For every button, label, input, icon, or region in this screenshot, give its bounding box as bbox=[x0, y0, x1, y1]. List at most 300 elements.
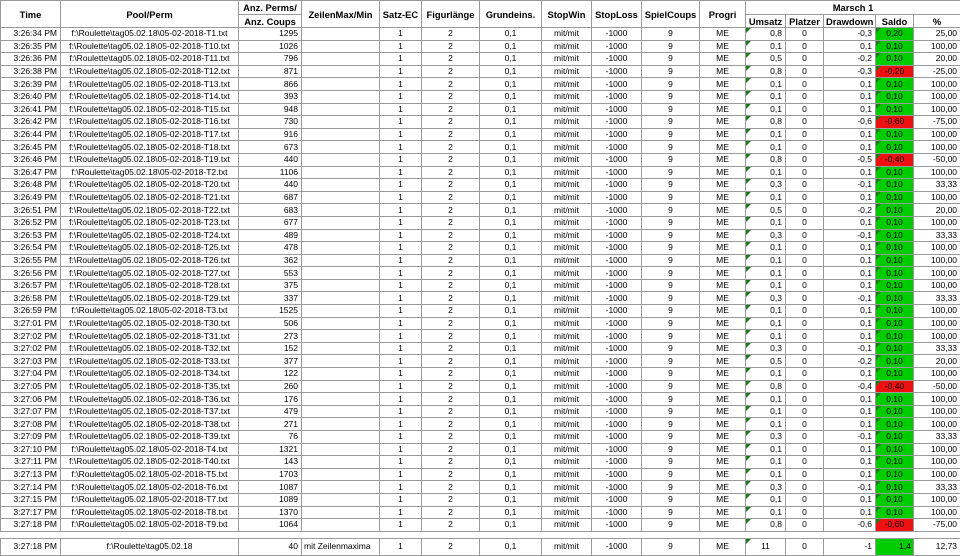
cell-saldo[interactable]: 0,10 bbox=[876, 506, 914, 519]
cell-zeilen[interactable] bbox=[302, 405, 380, 418]
cell-pool-perm[interactable]: f:\Roulette\tag05.02.18\05-02-2018-T33.txt bbox=[61, 355, 239, 368]
cell-umsatz[interactable]: 0,1 bbox=[746, 90, 786, 103]
header-percent[interactable]: % bbox=[914, 15, 960, 28]
cell-zeilen[interactable] bbox=[302, 431, 380, 444]
cell-zeilen[interactable] bbox=[302, 481, 380, 494]
cell-time[interactable]: 3:26:54 PM bbox=[1, 242, 61, 255]
cell-saldo[interactable]: 0,10 bbox=[876, 103, 914, 116]
cell-figurlaenge[interactable]: 2 bbox=[422, 28, 480, 41]
cell-drawdown[interactable]: -0,1 bbox=[824, 481, 876, 494]
cell-umsatz[interactable]: 0,8 bbox=[746, 519, 786, 532]
cell-saldo[interactable]: 0,10 bbox=[876, 330, 914, 343]
cell-saldo[interactable]: 0,10 bbox=[876, 431, 914, 444]
cell-stopwin[interactable]: mit/mit bbox=[542, 330, 592, 343]
cell-saldo[interactable]: 0,10 bbox=[876, 393, 914, 406]
cell-stoploss[interactable]: -1000 bbox=[592, 418, 642, 431]
cell-satz-ec[interactable]: 1 bbox=[380, 28, 422, 41]
cell-platzer[interactable]: 0 bbox=[786, 216, 824, 229]
cell-umsatz[interactable]: 0,1 bbox=[746, 40, 786, 53]
cell-platzer[interactable]: 0 bbox=[786, 443, 824, 456]
header-grundeinsatz[interactable]: Grundeins. bbox=[480, 1, 542, 28]
cell-zeilen[interactable] bbox=[302, 418, 380, 431]
cell-grundeinsatz[interactable]: 0,1 bbox=[480, 279, 542, 292]
cell-spielcoups[interactable]: 9 bbox=[642, 418, 700, 431]
cell-time[interactable]: 3:27:17 PM bbox=[1, 506, 61, 519]
cell-progri[interactable]: ME bbox=[700, 28, 746, 41]
cell-pool-perm[interactable]: f:\Roulette\tag05.02.18\05-02-2018-T38.txt bbox=[61, 418, 239, 431]
cell-percent[interactable]: 100,00 bbox=[914, 443, 960, 456]
cell-time[interactable]: 3:26:45 PM bbox=[1, 141, 61, 154]
cell-stopwin[interactable]: mit/mit bbox=[542, 368, 592, 381]
header-saldo[interactable]: Saldo bbox=[876, 15, 914, 28]
cell-satz-ec[interactable]: 1 bbox=[380, 103, 422, 116]
cell-percent[interactable]: 100,00 bbox=[914, 456, 960, 469]
cell-satz-ec[interactable]: 1 bbox=[380, 128, 422, 141]
cell-anz-coups[interactable]: 76 bbox=[239, 431, 302, 444]
cell-umsatz[interactable]: 0,3 bbox=[746, 342, 786, 355]
cell-drawdown[interactable]: 0,1 bbox=[824, 78, 876, 91]
cell-progri[interactable]: ME bbox=[700, 90, 746, 103]
cell-anz-coups[interactable]: 489 bbox=[239, 229, 302, 242]
cell-saldo[interactable]: 0,20 bbox=[876, 28, 914, 41]
cell-spielcoups[interactable]: 9 bbox=[642, 216, 700, 229]
cell-percent[interactable]: 100,00 bbox=[914, 468, 960, 481]
cell-saldo[interactable]: 0,10 bbox=[876, 342, 914, 355]
cell-anz-coups[interactable]: 271 bbox=[239, 418, 302, 431]
cell-time[interactable]: 3:27:02 PM bbox=[1, 342, 61, 355]
cell-platzer[interactable]: 0 bbox=[786, 493, 824, 506]
cell-pool-perm[interactable]: f:\Roulette\tag05.02.18\05-02-2018-T34.txt bbox=[61, 368, 239, 381]
cell-percent[interactable]: 20,00 bbox=[914, 53, 960, 66]
cell-progri[interactable]: ME bbox=[700, 519, 746, 532]
cell-anz-coups[interactable]: 260 bbox=[239, 380, 302, 393]
cell-percent[interactable]: 100,00 bbox=[914, 128, 960, 141]
cell-spielcoups[interactable]: 9 bbox=[642, 456, 700, 469]
cell-platzer[interactable]: 0 bbox=[786, 254, 824, 267]
header-marsch-1[interactable]: Marsch 1 bbox=[746, 1, 960, 15]
cell-progri[interactable]: ME bbox=[700, 431, 746, 444]
cell-time[interactable]: 3:26:59 PM bbox=[1, 305, 61, 318]
cell-spielcoups[interactable]: 9 bbox=[642, 355, 700, 368]
cell-umsatz[interactable]: 0,1 bbox=[746, 254, 786, 267]
cell-progri[interactable]: ME bbox=[700, 405, 746, 418]
cell-pool-perm[interactable]: f:\Roulette\tag05.02.18\05-02-2018-T35.txt bbox=[61, 380, 239, 393]
cell-progri[interactable]: ME bbox=[700, 216, 746, 229]
cell-spielcoups[interactable]: 9 bbox=[642, 242, 700, 255]
cell-zeilen[interactable] bbox=[302, 330, 380, 343]
cell-grundeinsatz[interactable]: 0,1 bbox=[480, 519, 542, 532]
cell-saldo[interactable]: 0,10 bbox=[876, 179, 914, 192]
cell-anz-coups[interactable]: 506 bbox=[239, 317, 302, 330]
cell-satz-ec[interactable]: 1 bbox=[380, 191, 422, 204]
cell-time[interactable]: 3:27:06 PM bbox=[1, 393, 61, 406]
cell-zeilen[interactable] bbox=[302, 456, 380, 469]
cell-platzer[interactable]: 0 bbox=[786, 141, 824, 154]
cell-satz-ec[interactable]: 1 bbox=[380, 443, 422, 456]
cell-spielcoups[interactable]: 9 bbox=[642, 538, 700, 555]
cell-spielcoups[interactable]: 9 bbox=[642, 204, 700, 217]
cell-percent[interactable]: 100,00 bbox=[914, 330, 960, 343]
cell-stopwin[interactable]: mit/mit bbox=[542, 456, 592, 469]
cell-grundeinsatz[interactable]: 0,1 bbox=[480, 418, 542, 431]
cell-umsatz[interactable]: 0,8 bbox=[746, 153, 786, 166]
cell-pool-perm[interactable]: f:\Roulette\tag05.02.18\05-02-2018-T20.txt bbox=[61, 179, 239, 192]
cell-figurlaenge[interactable]: 2 bbox=[422, 166, 480, 179]
cell-platzer[interactable]: 0 bbox=[786, 116, 824, 129]
cell-figurlaenge[interactable]: 2 bbox=[422, 355, 480, 368]
cell-platzer[interactable]: 0 bbox=[786, 519, 824, 532]
cell-umsatz[interactable]: 0,1 bbox=[746, 191, 786, 204]
cell-platzer[interactable]: 0 bbox=[786, 40, 824, 53]
cell-percent[interactable]: 100,00 bbox=[914, 166, 960, 179]
cell-grundeinsatz[interactable]: 0,1 bbox=[480, 128, 542, 141]
cell-zeilen[interactable] bbox=[302, 305, 380, 318]
cell-platzer[interactable]: 0 bbox=[786, 393, 824, 406]
cell-time[interactable]: 3:27:01 PM bbox=[1, 317, 61, 330]
cell-stopwin[interactable]: mit/mit bbox=[542, 141, 592, 154]
cell-figurlaenge[interactable]: 2 bbox=[422, 431, 480, 444]
cell-time[interactable]: 3:27:02 PM bbox=[1, 330, 61, 343]
cell-umsatz[interactable]: 0,3 bbox=[746, 481, 786, 494]
cell-umsatz[interactable]: 0,1 bbox=[746, 103, 786, 116]
cell-saldo[interactable]: 0,10 bbox=[876, 229, 914, 242]
cell-platzer[interactable]: 0 bbox=[786, 405, 824, 418]
cell-zeilen[interactable] bbox=[302, 254, 380, 267]
cell-drawdown[interactable]: 0,1 bbox=[824, 254, 876, 267]
cell-progri[interactable]: ME bbox=[700, 229, 746, 242]
cell-grundeinsatz[interactable]: 0,1 bbox=[480, 116, 542, 129]
cell-saldo[interactable]: -0,20 bbox=[876, 65, 914, 78]
cell-pool-perm[interactable]: f:\Roulette\tag05.02.18\05-02-2018-T1.txt bbox=[61, 28, 239, 41]
cell-progri[interactable]: ME bbox=[700, 267, 746, 280]
cell-stopwin[interactable]: mit/mit bbox=[542, 179, 592, 192]
cell-grundeinsatz[interactable]: 0,1 bbox=[480, 355, 542, 368]
cell-pool-perm[interactable]: f:\Roulette\tag05.02.18\05-02-2018-T23.txt bbox=[61, 216, 239, 229]
cell-time[interactable]: 3:26:48 PM bbox=[1, 179, 61, 192]
cell-anz-coups[interactable]: 337 bbox=[239, 292, 302, 305]
cell-figurlaenge[interactable]: 2 bbox=[422, 305, 480, 318]
cell-pool-perm[interactable]: f:\Roulette\tag05.02.18\05-02-2018-T22.txt bbox=[61, 204, 239, 217]
cell-figurlaenge[interactable]: 2 bbox=[422, 519, 480, 532]
cell-saldo[interactable]: 0,10 bbox=[876, 279, 914, 292]
cell-stoploss[interactable]: -1000 bbox=[592, 242, 642, 255]
cell-grundeinsatz[interactable]: 0,1 bbox=[480, 330, 542, 343]
cell-figurlaenge[interactable]: 2 bbox=[422, 141, 480, 154]
cell-grundeinsatz[interactable]: 0,1 bbox=[480, 141, 542, 154]
cell-spielcoups[interactable]: 9 bbox=[642, 279, 700, 292]
cell-grundeinsatz[interactable]: 0,1 bbox=[480, 229, 542, 242]
cell-platzer[interactable]: 0 bbox=[786, 317, 824, 330]
cell-progri[interactable]: ME bbox=[700, 103, 746, 116]
cell-drawdown[interactable]: -0,3 bbox=[824, 28, 876, 41]
cell-pool-perm[interactable]: f:\Roulette\tag05.02.18\05-02-2018-T8.txt bbox=[61, 506, 239, 519]
cell-percent[interactable]: 100,00 bbox=[914, 393, 960, 406]
cell-figurlaenge[interactable]: 2 bbox=[422, 216, 480, 229]
cell-spielcoups[interactable]: 9 bbox=[642, 267, 700, 280]
cell-satz-ec[interactable]: 1 bbox=[380, 267, 422, 280]
cell-grundeinsatz[interactable]: 0,1 bbox=[480, 28, 542, 41]
cell-drawdown[interactable]: -0,4 bbox=[824, 380, 876, 393]
cell-umsatz[interactable]: 0,1 bbox=[746, 242, 786, 255]
cell-zeilen[interactable] bbox=[302, 506, 380, 519]
cell-platzer[interactable]: 0 bbox=[786, 538, 824, 555]
cell-time[interactable]: 3:26:56 PM bbox=[1, 267, 61, 280]
cell-saldo[interactable]: 0,10 bbox=[876, 418, 914, 431]
cell-spielcoups[interactable]: 9 bbox=[642, 166, 700, 179]
cell-satz-ec[interactable]: 1 bbox=[380, 538, 422, 555]
cell-saldo[interactable]: 0,10 bbox=[876, 368, 914, 381]
cell-saldo[interactable]: 0,10 bbox=[876, 481, 914, 494]
cell-pool-perm[interactable]: f:\Roulette\tag05.02.18\05-02-2018-T12.txt bbox=[61, 65, 239, 78]
cell-saldo[interactable]: 0,10 bbox=[876, 317, 914, 330]
cell-time[interactable]: 3:26:44 PM bbox=[1, 128, 61, 141]
cell-time[interactable]: 3:27:10 PM bbox=[1, 443, 61, 456]
cell-stopwin[interactable]: mit/mit bbox=[542, 229, 592, 242]
cell-stopwin[interactable]: mit/mit bbox=[542, 128, 592, 141]
cell-pool-perm[interactable]: f:\Roulette\tag05.02.18\05-02-2018-T30.txt bbox=[61, 317, 239, 330]
cell-drawdown[interactable]: 0,1 bbox=[824, 443, 876, 456]
cell-anz-coups[interactable]: 143 bbox=[239, 456, 302, 469]
cell-grundeinsatz[interactable]: 0,1 bbox=[480, 342, 542, 355]
cell-grundeinsatz[interactable]: 0,1 bbox=[480, 468, 542, 481]
cell-time[interactable]: 3:27:04 PM bbox=[1, 368, 61, 381]
cell-drawdown[interactable]: -0,2 bbox=[824, 204, 876, 217]
cell-stoploss[interactable]: -1000 bbox=[592, 90, 642, 103]
cell-stoploss[interactable]: -1000 bbox=[592, 405, 642, 418]
cell-anz-coups[interactable]: 362 bbox=[239, 254, 302, 267]
cell-platzer[interactable]: 0 bbox=[786, 506, 824, 519]
cell-time[interactable]: 3:26:42 PM bbox=[1, 116, 61, 129]
cell-satz-ec[interactable]: 1 bbox=[380, 229, 422, 242]
cell-grundeinsatz[interactable]: 0,1 bbox=[480, 481, 542, 494]
cell-percent[interactable]: 100,00 bbox=[914, 506, 960, 519]
cell-time[interactable]: 3:26:47 PM bbox=[1, 166, 61, 179]
cell-saldo[interactable]: -0,40 bbox=[876, 380, 914, 393]
cell-grundeinsatz[interactable]: 0,1 bbox=[480, 393, 542, 406]
header-figurlaenge[interactable]: Figurlänge bbox=[422, 1, 480, 28]
cell-stopwin[interactable]: mit/mit bbox=[542, 380, 592, 393]
cell-pool-perm[interactable]: f:\Roulette\tag05.02.18\05-02-2018-T29.txt bbox=[61, 292, 239, 305]
cell-pool-perm[interactable]: f:\Roulette\tag05.02.18\05-02-2018-T26.txt bbox=[61, 254, 239, 267]
cell-zeilen[interactable] bbox=[302, 204, 380, 217]
cell-spielcoups[interactable]: 9 bbox=[642, 128, 700, 141]
cell-umsatz[interactable]: 0,1 bbox=[746, 216, 786, 229]
cell-drawdown[interactable]: -0,1 bbox=[824, 229, 876, 242]
cell-stopwin[interactable]: mit/mit bbox=[542, 418, 592, 431]
cell-stoploss[interactable]: -1000 bbox=[592, 431, 642, 444]
cell-spielcoups[interactable]: 9 bbox=[642, 179, 700, 192]
header-anz-coups[interactable]: Anz. Coups bbox=[239, 15, 302, 28]
cell-spielcoups[interactable]: 9 bbox=[642, 481, 700, 494]
cell-pool-perm[interactable]: f:\Roulette\tag05.02.18\05-02-2018-T16.txt bbox=[61, 116, 239, 129]
cell-drawdown[interactable]: 0,1 bbox=[824, 493, 876, 506]
cell-time[interactable]: 3:27:07 PM bbox=[1, 405, 61, 418]
cell-stoploss[interactable]: -1000 bbox=[592, 204, 642, 217]
cell-satz-ec[interactable]: 1 bbox=[380, 380, 422, 393]
cell-platzer[interactable]: 0 bbox=[786, 355, 824, 368]
cell-umsatz[interactable]: 0,1 bbox=[746, 368, 786, 381]
cell-satz-ec[interactable]: 1 bbox=[380, 468, 422, 481]
cell-umsatz[interactable]: 0,5 bbox=[746, 53, 786, 66]
cell-satz-ec[interactable]: 1 bbox=[380, 153, 422, 166]
cell-progri[interactable]: ME bbox=[700, 153, 746, 166]
cell-platzer[interactable]: 0 bbox=[786, 380, 824, 393]
cell-grundeinsatz[interactable]: 0,1 bbox=[480, 506, 542, 519]
cell-stopwin[interactable]: mit/mit bbox=[542, 342, 592, 355]
cell-progri[interactable]: ME bbox=[700, 380, 746, 393]
cell-figurlaenge[interactable]: 2 bbox=[422, 481, 480, 494]
cell-drawdown[interactable]: -0,1 bbox=[824, 431, 876, 444]
cell-anz-coups[interactable]: 122 bbox=[239, 368, 302, 381]
cell-drawdown[interactable]: -0,1 bbox=[824, 342, 876, 355]
cell-percent[interactable]: 100,00 bbox=[914, 216, 960, 229]
cell-zeilen[interactable]: mit Zeilenmaxima bbox=[302, 538, 380, 555]
cell-zeilen[interactable] bbox=[302, 242, 380, 255]
cell-anz-coups[interactable]: 1087 bbox=[239, 481, 302, 494]
cell-saldo[interactable]: 0,10 bbox=[876, 78, 914, 91]
cell-saldo[interactable]: -0,40 bbox=[876, 153, 914, 166]
cell-platzer[interactable]: 0 bbox=[786, 153, 824, 166]
cell-umsatz[interactable]: 0,1 bbox=[746, 317, 786, 330]
cell-stoploss[interactable]: -1000 bbox=[592, 519, 642, 532]
cell-platzer[interactable]: 0 bbox=[786, 330, 824, 343]
cell-drawdown[interactable]: -0,3 bbox=[824, 65, 876, 78]
cell-platzer[interactable]: 0 bbox=[786, 431, 824, 444]
header-umsatz[interactable]: Umsatz bbox=[746, 15, 786, 28]
cell-zeilen[interactable] bbox=[302, 355, 380, 368]
cell-grundeinsatz[interactable]: 0,1 bbox=[480, 204, 542, 217]
cell-zeilen[interactable] bbox=[302, 28, 380, 41]
cell-saldo[interactable]: 0,10 bbox=[876, 40, 914, 53]
cell-spielcoups[interactable]: 9 bbox=[642, 40, 700, 53]
cell-percent[interactable]: 20,00 bbox=[914, 204, 960, 217]
cell-satz-ec[interactable]: 1 bbox=[380, 493, 422, 506]
cell-saldo[interactable]: 0,10 bbox=[876, 242, 914, 255]
cell-figurlaenge[interactable]: 2 bbox=[422, 128, 480, 141]
cell-platzer[interactable]: 0 bbox=[786, 242, 824, 255]
cell-progri[interactable]: ME bbox=[700, 330, 746, 343]
cell-percent[interactable]: 100,00 bbox=[914, 368, 960, 381]
cell-anz-coups[interactable]: 1525 bbox=[239, 305, 302, 318]
cell-progri[interactable]: ME bbox=[700, 53, 746, 66]
cell-progri[interactable]: ME bbox=[700, 191, 746, 204]
cell-spielcoups[interactable]: 9 bbox=[642, 292, 700, 305]
cell-drawdown[interactable]: 0,1 bbox=[824, 393, 876, 406]
cell-progri[interactable]: ME bbox=[700, 393, 746, 406]
cell-anz-coups[interactable]: 683 bbox=[239, 204, 302, 217]
cell-satz-ec[interactable]: 1 bbox=[380, 393, 422, 406]
header-pool-perm[interactable]: Pool/Perm bbox=[61, 1, 239, 28]
cell-satz-ec[interactable]: 1 bbox=[380, 116, 422, 129]
cell-umsatz[interactable]: 0,1 bbox=[746, 330, 786, 343]
cell-time[interactable]: 3:27:11 PM bbox=[1, 456, 61, 469]
cell-figurlaenge[interactable]: 2 bbox=[422, 292, 480, 305]
cell-progri[interactable]: ME bbox=[700, 292, 746, 305]
cell-stopwin[interactable]: mit/mit bbox=[542, 267, 592, 280]
cell-umsatz[interactable]: 0,8 bbox=[746, 380, 786, 393]
cell-grundeinsatz[interactable]: 0,1 bbox=[480, 493, 542, 506]
cell-grundeinsatz[interactable]: 0,1 bbox=[480, 368, 542, 381]
cell-stoploss[interactable]: -1000 bbox=[592, 191, 642, 204]
header-anz-perms[interactable]: Anz. Perms/ bbox=[239, 1, 302, 15]
cell-satz-ec[interactable]: 1 bbox=[380, 317, 422, 330]
header-progri[interactable]: Progri bbox=[700, 1, 746, 28]
cell-zeilen[interactable] bbox=[302, 519, 380, 532]
cell-stopwin[interactable]: mit/mit bbox=[542, 242, 592, 255]
cell-stopwin[interactable]: mit/mit bbox=[542, 519, 592, 532]
cell-satz-ec[interactable]: 1 bbox=[380, 355, 422, 368]
cell-stoploss[interactable]: -1000 bbox=[592, 279, 642, 292]
cell-percent[interactable]: 20,00 bbox=[914, 355, 960, 368]
cell-drawdown[interactable]: 0,1 bbox=[824, 166, 876, 179]
cell-stopwin[interactable]: mit/mit bbox=[542, 65, 592, 78]
cell-zeilen[interactable] bbox=[302, 292, 380, 305]
cell-anz-coups[interactable]: 440 bbox=[239, 153, 302, 166]
cell-platzer[interactable]: 0 bbox=[786, 53, 824, 66]
cell-stopwin[interactable]: mit/mit bbox=[542, 254, 592, 267]
cell-platzer[interactable]: 0 bbox=[786, 65, 824, 78]
cell-figurlaenge[interactable]: 2 bbox=[422, 493, 480, 506]
cell-progri[interactable]: ME bbox=[700, 456, 746, 469]
cell-umsatz[interactable]: 0,1 bbox=[746, 493, 786, 506]
cell-percent[interactable]: 100,00 bbox=[914, 90, 960, 103]
cell-anz-coups[interactable]: 440 bbox=[239, 179, 302, 192]
cell-zeilen[interactable] bbox=[302, 493, 380, 506]
cell-percent[interactable]: -50,00 bbox=[914, 380, 960, 393]
cell-umsatz[interactable]: 0,1 bbox=[746, 78, 786, 91]
cell-percent[interactable]: 100,00 bbox=[914, 418, 960, 431]
cell-grundeinsatz[interactable]: 0,1 bbox=[480, 179, 542, 192]
header-zeilen-max-min[interactable]: ZeilenMax/Min bbox=[302, 1, 380, 28]
cell-figurlaenge[interactable]: 2 bbox=[422, 330, 480, 343]
header-drawdown[interactable]: Drawdown bbox=[824, 15, 876, 28]
cell-stoploss[interactable]: -1000 bbox=[592, 267, 642, 280]
cell-percent[interactable]: -50,00 bbox=[914, 153, 960, 166]
cell-time[interactable]: 3:26:40 PM bbox=[1, 90, 61, 103]
cell-stopwin[interactable]: mit/mit bbox=[542, 468, 592, 481]
cell-pool-perm[interactable]: f:\Roulette\tag05.02.18\05-02-2018-T13.txt bbox=[61, 78, 239, 91]
cell-stopwin[interactable]: mit/mit bbox=[542, 305, 592, 318]
cell-drawdown[interactable]: -0,6 bbox=[824, 116, 876, 129]
cell-anz-coups[interactable]: 871 bbox=[239, 65, 302, 78]
cell-spielcoups[interactable]: 9 bbox=[642, 405, 700, 418]
header-stoploss[interactable]: StopLoss bbox=[592, 1, 642, 28]
cell-progri[interactable]: ME bbox=[700, 481, 746, 494]
cell-progri[interactable]: ME bbox=[700, 204, 746, 217]
cell-percent[interactable]: -75,00 bbox=[914, 116, 960, 129]
cell-saldo[interactable]: 0,10 bbox=[876, 254, 914, 267]
cell-pool-perm[interactable]: f:\Roulette\tag05.02.18\05-02-2018-T32.txt bbox=[61, 342, 239, 355]
cell-spielcoups[interactable]: 9 bbox=[642, 393, 700, 406]
cell-pool-perm[interactable]: f:\Roulette\tag05.02.18\05-02-2018-T31.txt bbox=[61, 330, 239, 343]
cell-drawdown[interactable]: 0,1 bbox=[824, 90, 876, 103]
cell-stoploss[interactable]: -1000 bbox=[592, 166, 642, 179]
cell-saldo[interactable]: 0,10 bbox=[876, 292, 914, 305]
cell-drawdown[interactable]: 0,1 bbox=[824, 468, 876, 481]
cell-umsatz[interactable]: 0,1 bbox=[746, 506, 786, 519]
cell-saldo[interactable]: 0,10 bbox=[876, 493, 914, 506]
cell-pool-perm[interactable]: f:\Roulette\tag05.02.18 bbox=[61, 538, 239, 555]
cell-satz-ec[interactable]: 1 bbox=[380, 40, 422, 53]
cell-saldo[interactable]: 0,10 bbox=[876, 128, 914, 141]
cell-zeilen[interactable] bbox=[302, 141, 380, 154]
cell-satz-ec[interactable]: 1 bbox=[380, 506, 422, 519]
cell-platzer[interactable]: 0 bbox=[786, 456, 824, 469]
cell-pool-perm[interactable]: f:\Roulette\tag05.02.18\05-02-2018-T14.txt bbox=[61, 90, 239, 103]
cell-drawdown[interactable]: 0,1 bbox=[824, 456, 876, 469]
cell-pool-perm[interactable]: f:\Roulette\tag05.02.18\05-02-2018-T5.txt bbox=[61, 468, 239, 481]
cell-drawdown[interactable]: 0,1 bbox=[824, 305, 876, 318]
